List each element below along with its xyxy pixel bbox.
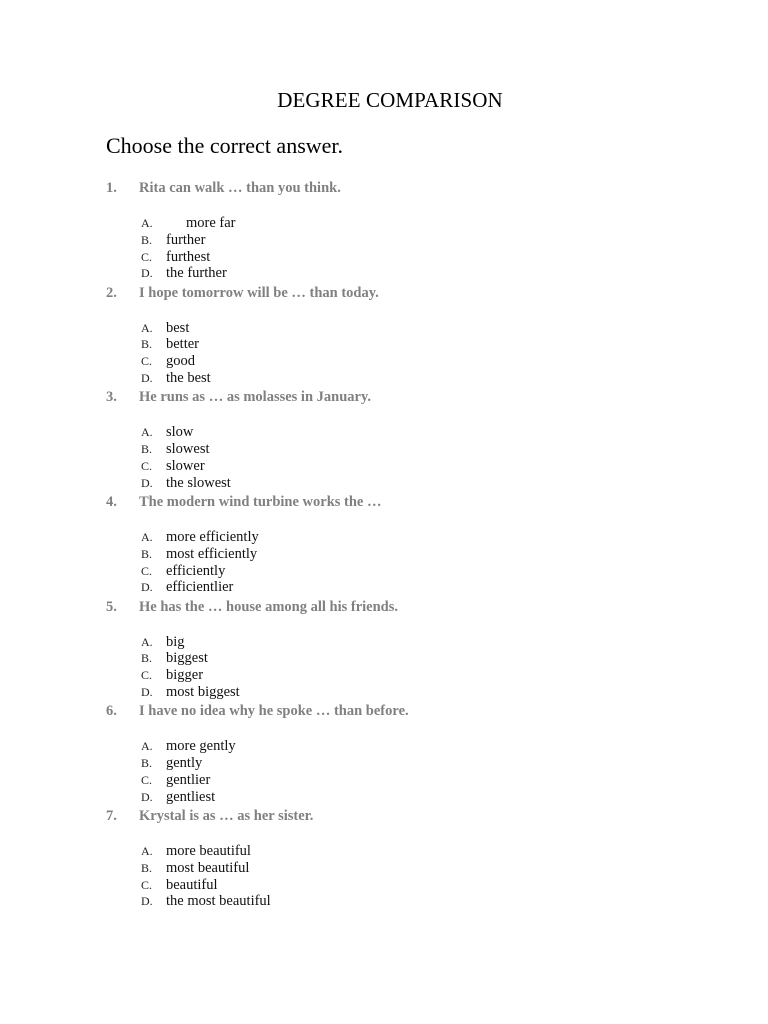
option-letter: C. (141, 877, 153, 892)
instruction-heading: Choose the correct answer. (106, 133, 344, 158)
option-letter: C. (141, 249, 153, 264)
answer-option-a[interactable] (141, 320, 211, 337)
answer-option-d[interactable] (141, 684, 240, 701)
answer-option-b[interactable] (141, 860, 271, 877)
option-letter: C. (141, 354, 153, 369)
answer-options (141, 634, 240, 701)
option-letter: D. (141, 894, 153, 909)
answer-option-d[interactable] (141, 265, 236, 282)
option-text: slowest (166, 441, 210, 458)
answer-option-c[interactable] (141, 877, 271, 894)
answer-option-d[interactable] (141, 370, 211, 387)
answer-option-a[interactable] (141, 215, 236, 232)
question-text: The modern wind turbine works the … (139, 493, 382, 510)
answer-option-c[interactable] (141, 667, 240, 684)
question-number: 5. (106, 598, 117, 615)
option-text: further (166, 231, 206, 248)
option-text: the best (166, 370, 211, 387)
question-1 (0, 178, 768, 283)
option-text: efficientlier (166, 579, 234, 596)
question-text: He runs as … as molasses in January. (139, 389, 372, 406)
option-letter: B. (141, 232, 153, 247)
question-text: Krystal is as … as her sister. (139, 807, 314, 824)
answer-option-a[interactable] (141, 529, 259, 546)
option-text: slow (166, 424, 194, 441)
option-letter: D. (141, 266, 153, 281)
answer-option-b[interactable] (141, 441, 231, 458)
answer-option-a[interactable] (141, 634, 240, 651)
question-text: Rita can walk … than you think. (139, 180, 341, 196)
option-letter: A. (141, 216, 153, 230)
option-letter: C. (141, 772, 153, 787)
option-text: efficiently (166, 562, 226, 579)
question-number: 4. (106, 493, 117, 510)
answer-options (141, 320, 211, 387)
option-text: best (166, 319, 190, 336)
question-prompt (106, 492, 382, 512)
question-3 (0, 387, 768, 492)
option-letter: A. (141, 320, 153, 335)
answer-option-b[interactable] (141, 232, 236, 249)
question-number: 7. (106, 807, 117, 824)
option-letter: B. (141, 756, 153, 771)
option-letter: B. (141, 442, 153, 457)
option-letter: C. (141, 563, 153, 578)
option-text: gentlier (166, 771, 211, 788)
page-title: DEGREE COMPARISON (277, 88, 503, 112)
answer-option-d[interactable] (141, 893, 271, 910)
answer-option-d[interactable] (141, 475, 231, 492)
option-text: the further (166, 265, 227, 282)
question-7 (0, 806, 768, 911)
answer-option-b[interactable] (141, 336, 211, 353)
answer-options (141, 215, 236, 282)
answer-options (141, 843, 271, 910)
question-list (0, 178, 768, 911)
answer-option-c[interactable] (141, 249, 236, 266)
option-text: biggest (166, 650, 208, 667)
option-text: gentliest (166, 788, 216, 805)
option-letter: A. (141, 529, 153, 544)
answer-option-c[interactable] (141, 353, 211, 370)
answer-option-a[interactable] (141, 843, 271, 860)
answer-option-d[interactable] (141, 579, 259, 596)
option-text: good (166, 353, 195, 370)
option-text: more far (186, 215, 236, 231)
question-6 (0, 701, 768, 806)
option-letter: B. (141, 337, 153, 352)
option-text: more beautiful (166, 842, 251, 859)
option-text: more gently (166, 738, 236, 755)
question-text: I hope tomorrow will be … than today. (139, 284, 379, 301)
option-letter: B. (141, 651, 153, 666)
question-text: He has the … house among all his friends. (139, 598, 399, 615)
answer-option-a[interactable] (141, 424, 231, 441)
answer-options (141, 529, 259, 596)
option-text: most efficiently (166, 545, 258, 562)
option-text: most biggest (166, 684, 240, 701)
option-letter: A. (141, 739, 153, 754)
option-text: more efficiently (166, 528, 259, 545)
answer-option-c[interactable] (141, 458, 231, 475)
answer-option-c[interactable] (141, 563, 259, 580)
option-letter: A. (141, 843, 153, 858)
question-prompt (106, 806, 313, 826)
option-letter: D. (141, 371, 153, 386)
option-text: big (166, 633, 185, 650)
answer-option-b[interactable] (141, 755, 236, 772)
question-number: 1. (106, 180, 117, 196)
question-4 (0, 492, 768, 597)
option-text: beautiful (166, 876, 218, 893)
answer-options (141, 738, 236, 805)
question-number: 3. (106, 389, 117, 406)
question-prompt (106, 701, 409, 721)
answer-option-c[interactable] (141, 772, 236, 789)
option-text: most beautiful (166, 859, 250, 876)
question-prompt (106, 387, 371, 407)
option-text: the most beautiful (166, 893, 271, 910)
question-5 (0, 597, 768, 702)
option-letter: C. (141, 668, 153, 683)
answer-option-b[interactable] (141, 650, 240, 667)
option-letter: B. (141, 546, 153, 561)
answer-option-b[interactable] (141, 546, 259, 563)
answer-options (141, 424, 231, 491)
question-number: 2. (106, 284, 117, 301)
option-text: gently (166, 755, 203, 772)
option-text: bigger (166, 667, 204, 684)
option-letter: D. (141, 580, 153, 595)
question-prompt (106, 597, 398, 617)
option-text: the slowest (166, 474, 231, 491)
question-2 (0, 283, 768, 388)
answer-option-d[interactable] (141, 789, 236, 806)
option-letter: A. (141, 634, 153, 649)
question-text: I have no idea why he spoke … than before. (139, 703, 409, 720)
option-letter: C. (141, 458, 153, 473)
question-prompt (106, 178, 341, 198)
option-letter: D. (141, 789, 153, 804)
option-letter: D. (141, 475, 153, 490)
option-letter: D. (141, 685, 153, 700)
question-number: 6. (106, 703, 117, 720)
option-letter: B. (141, 860, 153, 875)
option-letter: A. (141, 425, 153, 440)
option-text: furthest (166, 248, 211, 265)
option-text: slower (166, 457, 205, 474)
question-prompt (106, 283, 379, 303)
option-text: better (166, 336, 200, 353)
answer-option-a[interactable] (141, 738, 236, 755)
